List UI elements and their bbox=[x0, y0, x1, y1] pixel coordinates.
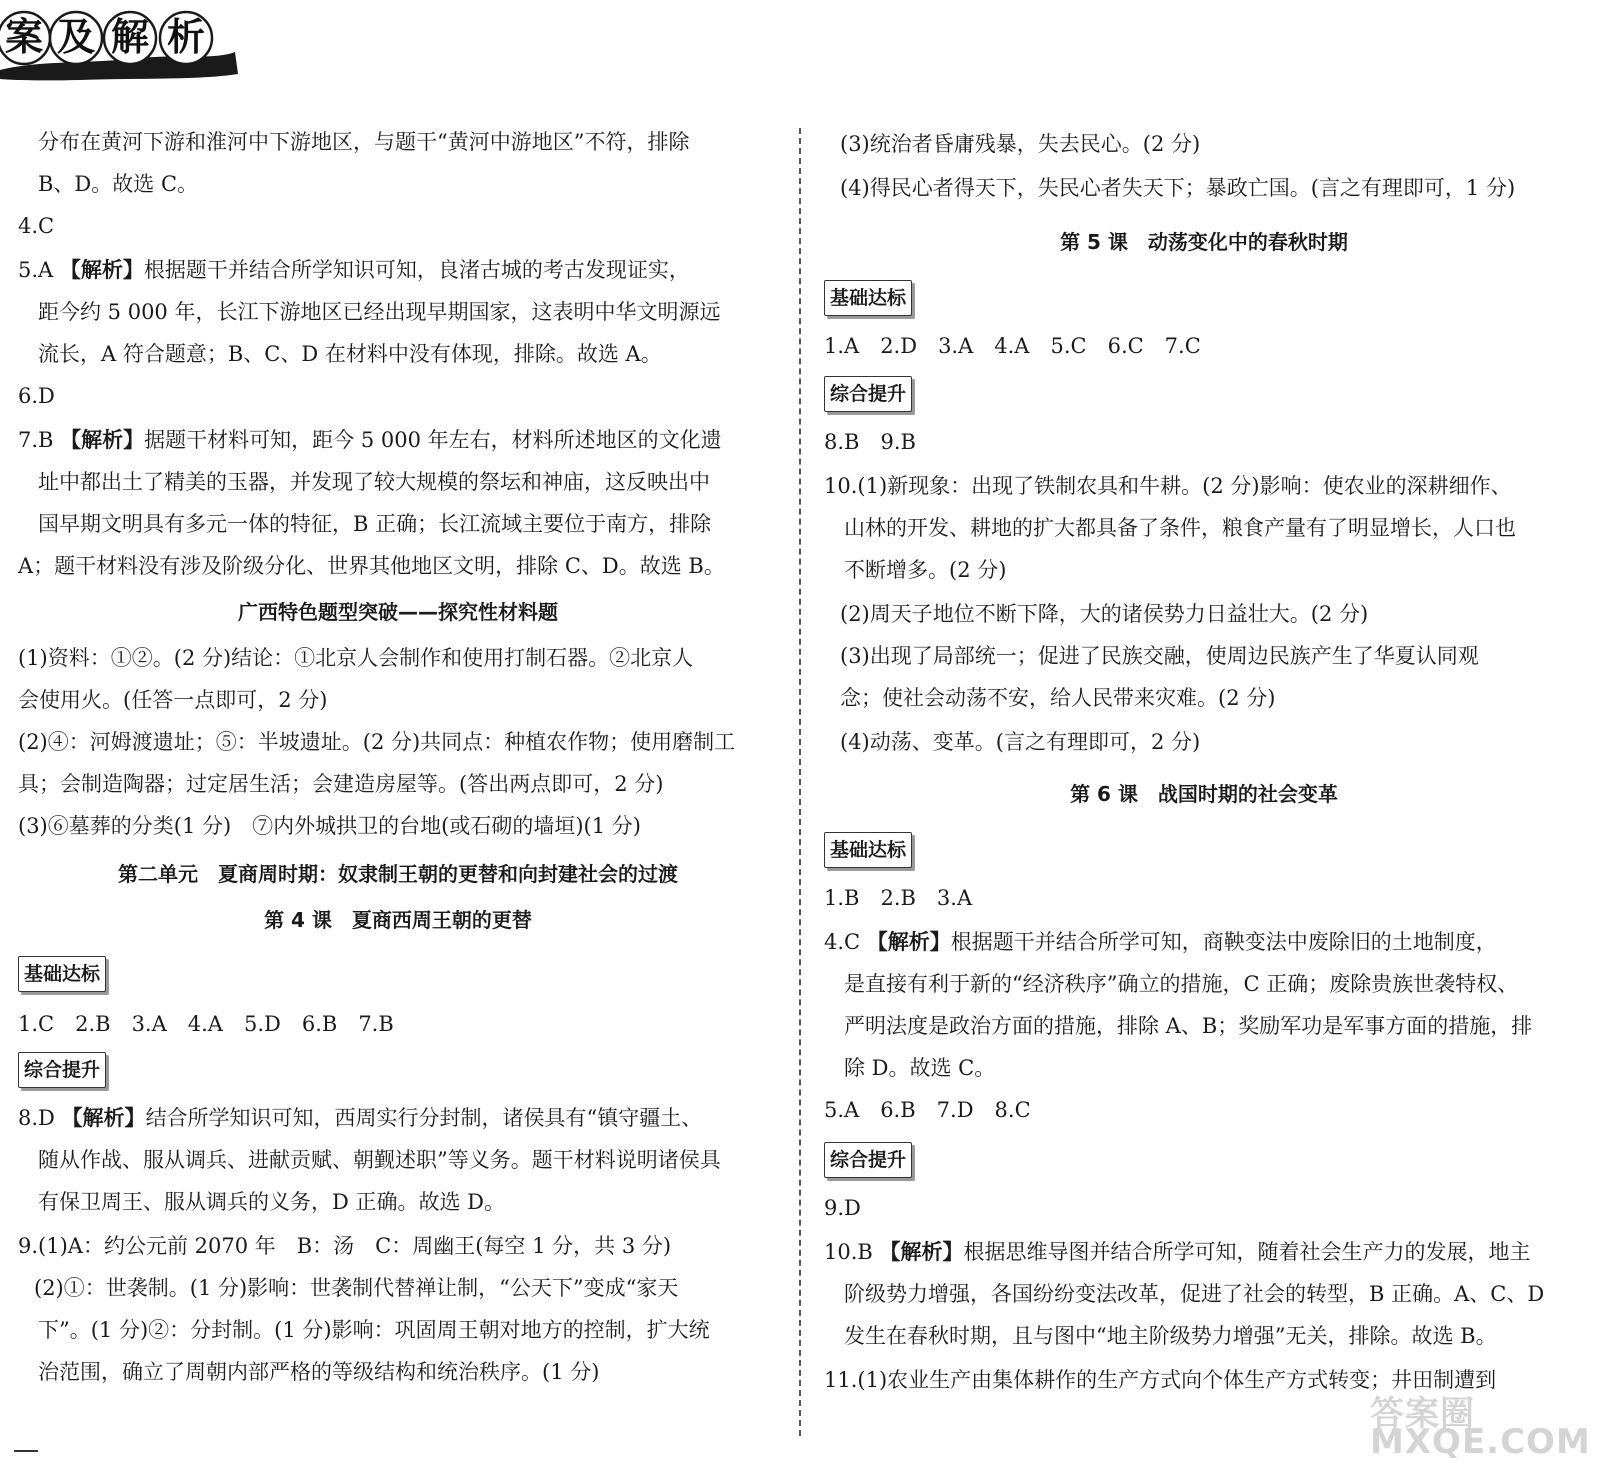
banner-char-1: 案 bbox=[4, 15, 43, 59]
question-number: 10.B bbox=[824, 1240, 873, 1264]
answer-4: 4.C bbox=[18, 214, 55, 238]
comprehensive-tag: 综合提升 bbox=[824, 376, 912, 412]
analysis-text: 根据题干并结合所学可知，商鞅变法中废除旧的土地制度， bbox=[950, 930, 1497, 954]
answer-text: (3)出现了局部统一；促进了民族交融，使周边民族产生了华夏认同观 bbox=[840, 644, 1479, 668]
answer-text: (3)统治者昏庸残暴，失去民心。(2 分) bbox=[840, 132, 1201, 156]
answer-10 bbox=[824, 1238, 1531, 1266]
answer-text: B、D。故选 C。 bbox=[38, 172, 199, 196]
answer-7 bbox=[18, 426, 722, 454]
column-divider bbox=[799, 128, 801, 1436]
answer-text: 山林的开发、耕地的扩大都具备了条件，粮食产量有了明显增长，人口也 bbox=[844, 516, 1516, 540]
header-banner bbox=[0, 0, 240, 82]
analysis-label: 【解析】 bbox=[879, 1240, 964, 1264]
analysis-label: 【解析】 bbox=[60, 428, 145, 452]
section-heading: 广西特色题型突破——探究性材料题 bbox=[238, 600, 558, 624]
comprehensive-tag: 综合提升 bbox=[824, 1142, 912, 1178]
answer-list: 5.A 6.B 7.D 8.C bbox=[824, 1098, 1031, 1122]
basic-tag: 基础达标 bbox=[824, 832, 912, 868]
analysis-text: 据题干材料可知，距今 5 000 年左右，材料所述地区的文化遗 bbox=[144, 428, 722, 452]
answer-9: 9.(1)A：约公元前 2070 年 B：汤 C：周幽王(每空 1 分，共 3 分) bbox=[18, 1234, 672, 1258]
answer-text: 治范围，确立了周朝内部严格的等级结构和统治秩序。(1 分) bbox=[38, 1360, 600, 1384]
answer-5 bbox=[18, 256, 690, 284]
answer-text: 念；使社会动荡不安，给人民带来灾难。(2 分) bbox=[840, 686, 1276, 710]
answer-text: (2)①：世袭制。(1 分)影响：世袭制代替禅让制，“公天下”变成“家天 bbox=[34, 1276, 679, 1300]
analysis-label: 【解析】 bbox=[61, 1106, 146, 1130]
answer-text: (4)得民心者得天下，失民心者失天下；暴政亡国。(言之有理即可，1 分) bbox=[840, 176, 1516, 200]
watermark: 答案圈 MXQE.COM bbox=[1370, 1394, 1591, 1462]
analysis-text: 根据题干并结合所学知识可知，良渚古城的考古发现证实， bbox=[143, 258, 690, 282]
answer-list: 1.B 2.B 3.A bbox=[824, 886, 973, 910]
analysis-text: 根据思维导图并结合所学可知，随着社会生产力的发展，地主 bbox=[963, 1240, 1531, 1264]
answer-4 bbox=[824, 928, 1497, 956]
answer-text: 会使用火。(任答一点即可，2 分) bbox=[18, 688, 328, 712]
answer-10: 10.(1)新现象：出现了铁制农具和牛耕。(2 分)影响：使农业的深耕细作、 bbox=[824, 474, 1512, 498]
analysis-text: 发生在春秋时期，且与图中“地主阶级势力增强”无关，排除。故选 B。 bbox=[844, 1324, 1497, 1348]
analysis-text: 阶级势力增强，各国纷纷变法改革，促进了社会的转型，B 正确。A、C、D bbox=[844, 1282, 1545, 1306]
lesson-heading: 第 6 课 战国时期的社会变革 bbox=[1070, 782, 1338, 806]
basic-tag: 基础达标 bbox=[18, 956, 106, 992]
analysis-text: 流长，A 符合题意；B、C、D 在材料中没有体现，排除。故选 A。 bbox=[38, 342, 662, 366]
answer-text: (1)资料：①②。(2 分)结论：①北京人会制作和使用打制石器。②北京人 bbox=[18, 646, 694, 670]
analysis-text: 国早期文明具有多元一体的特征，B 正确；长江流域主要位于南方，排除 bbox=[38, 512, 712, 536]
question-number: 5.A bbox=[18, 258, 54, 282]
lesson-heading: 第 4 课 夏商西周王朝的更替 bbox=[264, 908, 532, 932]
answer-list: 1.A 2.D 3.A 4.A 5.C 6.C 7.C bbox=[824, 334, 1201, 358]
analysis-label: 【解析】 bbox=[59, 258, 144, 282]
analysis-text: 结合所学知识可知，西周实行分封制，诸侯具有“镇守疆土、 bbox=[145, 1106, 703, 1130]
banner-char-2: 及 bbox=[56, 15, 95, 59]
question-number: 4.C bbox=[824, 930, 861, 954]
analysis-text: 距今约 5 000 年，长江下游地区已经出现早期国家，这表明中华文明源远 bbox=[38, 300, 721, 324]
analysis-text: 址中都出土了精美的玉器，并发现了较大规模的祭坛和神庙，这反映出中 bbox=[38, 470, 710, 494]
answer-text: 下”。(1 分)②：分封制。(1 分)影响：巩固周王朝对地方的控制，扩大统 bbox=[38, 1318, 710, 1342]
question-number: 8.D bbox=[18, 1106, 55, 1130]
unit-heading: 第二单元 夏商周时期：奴隶制王朝的更替和向封建社会的过渡 bbox=[118, 862, 678, 886]
question-number: 7.B bbox=[18, 428, 54, 452]
analysis-text: 严明法度是政治方面的措施，排除 A、B；奖励军功是军事方面的措施，排 bbox=[844, 1014, 1533, 1038]
answer-6: 6.D bbox=[18, 384, 55, 408]
analysis-text: 随从作战、服从调兵、进献贡赋、朝觐述职”等义务。题干材料说明诸侯具 bbox=[38, 1148, 721, 1172]
analysis-text: A；题干材料没有涉及阶级分化、世界其他地区文明，排除 C、D。故选 B。 bbox=[18, 554, 725, 578]
answer-9: 9.D bbox=[824, 1196, 861, 1220]
answer-11: 11.(1)农业生产由集体耕作的生产方式向个体生产方式转变；井田制遭到 bbox=[824, 1368, 1497, 1392]
basic-tag: 基础达标 bbox=[824, 280, 912, 316]
answer-text: 分布在黄河下游和淮河中下游地区，与题干“黄河中游地区”不符，排除 bbox=[38, 130, 690, 154]
answer-8 bbox=[18, 1104, 702, 1132]
analysis-text: 除 D。故选 C。 bbox=[844, 1056, 996, 1080]
banner-char-3: 解 bbox=[110, 15, 149, 59]
answer-text: 具；会制造陶器；过定居生活；会建造房屋等。(答出两点即可，2 分) bbox=[18, 772, 664, 796]
lesson-heading: 第 5 课 动荡变化中的春秋时期 bbox=[1060, 230, 1348, 254]
banner-char-4: 析 bbox=[166, 15, 205, 59]
analysis-text: 是直接有利于新的“经济秩序”确立的措施，C 正确；废除贵族世袭特权、 bbox=[844, 972, 1519, 996]
answer-list: 1.C 2.B 3.A 4.A 5.D 6.B 7.B bbox=[18, 1012, 394, 1036]
answer-text: (3)⑥墓葬的分类(1 分) ⑦内外城拱卫的台地(或石砌的墙垣)(1 分) bbox=[18, 814, 641, 838]
analysis-label: 【解析】 bbox=[866, 930, 951, 954]
answer-text: (2)周天子地位不断下降，大的诸侯势力日益壮大。(2 分) bbox=[840, 602, 1369, 626]
comprehensive-tag: 综合提升 bbox=[18, 1052, 106, 1088]
page-footer-mark bbox=[14, 1450, 38, 1452]
answer-list: 8.B 9.B bbox=[824, 430, 916, 454]
answer-text: 不断增多。(2 分) bbox=[844, 558, 1007, 582]
analysis-text: 有保卫周王、服从调兵的义务，D 正确。故选 D。 bbox=[38, 1190, 506, 1214]
answer-text: (4)动荡、变革。(言之有理即可，2 分) bbox=[840, 730, 1201, 754]
answer-text: (2)④：河姆渡遗址；⑤：半坡遗址。(2 分)共同点：种植农作物；使用磨制工 bbox=[18, 730, 736, 754]
